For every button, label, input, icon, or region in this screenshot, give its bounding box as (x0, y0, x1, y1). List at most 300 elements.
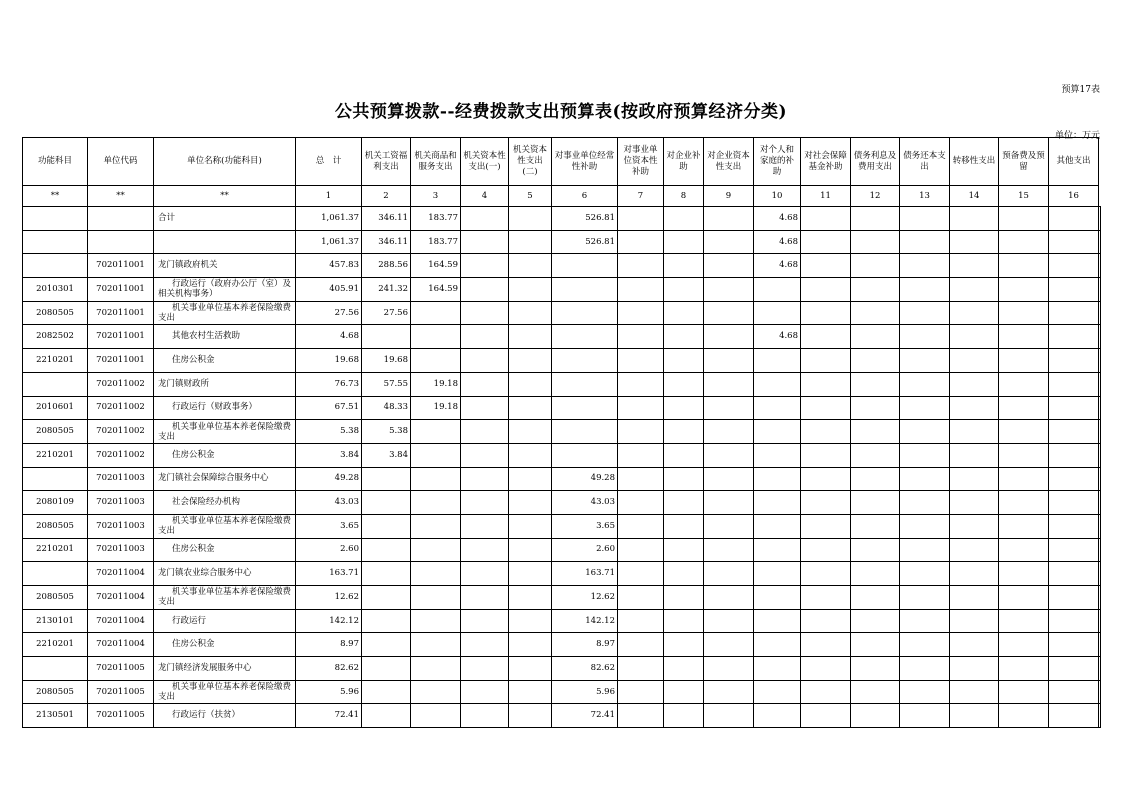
amount-cell (411, 538, 461, 562)
amount-cell (1099, 704, 1101, 728)
table-row (23, 538, 1101, 562)
amount-cell (1099, 230, 1101, 254)
amount-cell (704, 609, 754, 633)
column-index-row (23, 186, 1101, 207)
table-row (23, 325, 1101, 349)
amount-cell (999, 586, 1049, 610)
column-header: 机关商品和服务支出 (411, 138, 461, 186)
column-index: 9 (704, 186, 754, 207)
amount-cell (509, 420, 552, 444)
amount-cell (900, 396, 950, 420)
amount-cell (362, 538, 411, 562)
amount-cell (411, 586, 461, 610)
amount-cell (900, 325, 950, 349)
amount-cell (704, 704, 754, 728)
amount-cell (950, 230, 999, 254)
function-code-cell: 2210201 (23, 443, 88, 467)
amount-cell: 526.81 (552, 230, 618, 254)
amount-cell: 48.33 (362, 396, 411, 420)
amount-cell (461, 704, 509, 728)
column-header: 对企业资本性支出 (704, 138, 754, 186)
function-code-cell (23, 657, 88, 681)
column-header: 债务利息及费用支出 (851, 138, 900, 186)
amount-cell (1049, 230, 1099, 254)
amount-cell: 142.12 (296, 609, 362, 633)
amount-cell (999, 633, 1049, 657)
amount-cell (461, 301, 509, 325)
unit-code-cell: 702011004 (88, 633, 154, 657)
table-row (23, 349, 1101, 373)
amount-cell: 405.91 (296, 278, 362, 302)
amount-cell (461, 230, 509, 254)
amount-cell: 8.97 (296, 633, 362, 657)
amount-cell: 163.71 (296, 562, 362, 586)
amount-cell: 5.96 (296, 680, 362, 704)
amount-cell (754, 396, 801, 420)
amount-cell (664, 704, 704, 728)
function-code-cell: 2082502 (23, 325, 88, 349)
amount-cell (618, 680, 664, 704)
amount-cell (552, 396, 618, 420)
amount-cell (1049, 325, 1099, 349)
amount-cell (461, 562, 509, 586)
amount-cell: 3.65 (552, 514, 618, 538)
amount-cell: 288.56 (362, 254, 411, 278)
amount-cell (1099, 491, 1101, 515)
amount-cell (411, 443, 461, 467)
amount-cell (950, 704, 999, 728)
function-code-cell: 2210201 (23, 349, 88, 373)
amount-cell (851, 207, 900, 231)
amount-cell (851, 633, 900, 657)
amount-cell: 1,061.37 (296, 207, 362, 231)
amount-cell (362, 491, 411, 515)
table-row (23, 372, 1101, 396)
amount-cell: 241.32 (362, 278, 411, 302)
amount-cell: 4.68 (754, 230, 801, 254)
amount-cell: 457.83 (296, 254, 362, 278)
amount-cell (411, 562, 461, 586)
amount-cell (950, 538, 999, 562)
table-row (23, 396, 1101, 420)
amount-cell (851, 278, 900, 302)
amount-cell (664, 278, 704, 302)
amount-cell: 526.81 (552, 207, 618, 231)
amount-cell (900, 657, 950, 681)
amount-cell (461, 372, 509, 396)
amount-cell: 72.41 (296, 704, 362, 728)
amount-cell (950, 680, 999, 704)
unit-name-cell: 行政运行（政府办公厅（室）及相关机构事务） (154, 278, 296, 302)
amount-cell (362, 562, 411, 586)
column-index: 13 (900, 186, 950, 207)
amount-cell (851, 443, 900, 467)
amount-cell (900, 538, 950, 562)
amount-cell (900, 704, 950, 728)
column-index: 7 (618, 186, 664, 207)
amount-cell (801, 680, 851, 704)
column-header: 对个人和家庭的补助 (754, 138, 801, 186)
amount-cell (461, 278, 509, 302)
amount-cell (999, 538, 1049, 562)
unit-code-cell: 702011001 (88, 325, 154, 349)
column-index: ** (154, 186, 296, 207)
unit-name-cell: 龙门镇政府机关 (154, 254, 296, 278)
amount-cell (1049, 680, 1099, 704)
amount-cell (1049, 514, 1099, 538)
amount-cell (900, 633, 950, 657)
amount-cell (552, 372, 618, 396)
column-header: 其他支出 (1049, 138, 1099, 186)
amount-cell (1049, 207, 1099, 231)
amount-cell (618, 704, 664, 728)
amount-cell (900, 491, 950, 515)
amount-cell: 76.73 (296, 372, 362, 396)
column-index: 8 (664, 186, 704, 207)
amount-cell (552, 325, 618, 349)
amount-cell (1099, 301, 1101, 325)
unit-code-cell: 702011001 (88, 301, 154, 325)
amount-cell: 346.11 (362, 230, 411, 254)
amount-cell (509, 491, 552, 515)
amount-cell: 67.51 (296, 396, 362, 420)
amount-cell (362, 609, 411, 633)
amount-cell: 43.03 (296, 491, 362, 515)
amount-cell (1099, 562, 1101, 586)
function-code-cell: 2010601 (23, 396, 88, 420)
amount-cell (851, 230, 900, 254)
amount-cell (754, 278, 801, 302)
amount-cell (754, 609, 801, 633)
amount-cell (1099, 325, 1101, 349)
amount-cell (1049, 704, 1099, 728)
amount-cell (552, 278, 618, 302)
amount-cell (509, 443, 552, 467)
amount-cell (851, 301, 900, 325)
amount-cell: 27.56 (362, 301, 411, 325)
unit-code-cell: 702011002 (88, 443, 154, 467)
unit-code-cell: 702011004 (88, 562, 154, 586)
amount-cell (950, 420, 999, 444)
column-index: 1 (296, 186, 362, 207)
amount-cell (1099, 609, 1101, 633)
amount-cell (950, 301, 999, 325)
function-code-cell (23, 230, 88, 254)
amount-cell (362, 633, 411, 657)
amount-cell (704, 396, 754, 420)
amount-cell (851, 538, 900, 562)
table-body (23, 207, 1101, 728)
table-row (23, 254, 1101, 278)
column-header: 功能科目 (23, 138, 88, 186)
amount-cell (1099, 396, 1101, 420)
amount-cell (704, 443, 754, 467)
amount-cell (754, 372, 801, 396)
amount-cell (1099, 207, 1101, 231)
amount-cell (1099, 372, 1101, 396)
function-code-cell (23, 254, 88, 278)
amount-cell (411, 680, 461, 704)
amount-cell (509, 207, 552, 231)
amount-cell (509, 514, 552, 538)
amount-cell (801, 278, 851, 302)
amount-cell (900, 372, 950, 396)
amount-cell (801, 633, 851, 657)
unit-code-cell: 702011004 (88, 586, 154, 610)
unit-name-cell: 机关事业单位基本养老保险缴费支出 (154, 586, 296, 610)
function-code-cell (23, 372, 88, 396)
function-code-cell: 2130101 (23, 609, 88, 633)
table-row (23, 586, 1101, 610)
column-index: 14 (950, 186, 999, 207)
amount-cell (950, 514, 999, 538)
unit-code-cell: 702011002 (88, 372, 154, 396)
amount-cell (509, 467, 552, 491)
unit-code-cell: 702011002 (88, 396, 154, 420)
amount-cell (704, 467, 754, 491)
amount-cell (664, 230, 704, 254)
amount-cell (509, 538, 552, 562)
column-header: 转移性支出 (950, 138, 999, 186)
amount-cell: 183.77 (411, 230, 461, 254)
column-index: 4 (461, 186, 509, 207)
amount-cell (704, 230, 754, 254)
amount-cell: 164.59 (411, 254, 461, 278)
amount-cell (509, 254, 552, 278)
amount-cell (754, 491, 801, 515)
amount-cell (664, 491, 704, 515)
amount-cell: 27.56 (296, 301, 362, 325)
amount-cell (552, 301, 618, 325)
amount-cell (999, 301, 1049, 325)
amount-cell: 19.68 (296, 349, 362, 373)
amount-cell (461, 443, 509, 467)
amount-cell: 2.60 (296, 538, 362, 562)
amount-cell (1099, 657, 1101, 681)
amount-cell (999, 278, 1049, 302)
unit-code-cell (88, 230, 154, 254)
amount-cell (618, 349, 664, 373)
amount-cell (362, 514, 411, 538)
function-code-cell: 2080505 (23, 586, 88, 610)
amount-cell (900, 562, 950, 586)
amount-cell (754, 680, 801, 704)
amount-cell (704, 254, 754, 278)
unit-name-cell: 龙门镇经济发展服务中心 (154, 657, 296, 681)
function-code-cell: 2210201 (23, 538, 88, 562)
column-header: 机关资本性支出(二) (509, 138, 552, 186)
amount-cell (461, 538, 509, 562)
amount-cell: 163.71 (552, 562, 618, 586)
amount-cell (950, 349, 999, 373)
amount-cell: 19.18 (411, 396, 461, 420)
amount-cell (950, 207, 999, 231)
amount-cell (999, 443, 1049, 467)
amount-cell (664, 207, 704, 231)
amount-cell: 4.68 (296, 325, 362, 349)
column-index: 5 (509, 186, 552, 207)
amount-cell (664, 467, 704, 491)
amount-cell (411, 491, 461, 515)
amount-cell (461, 609, 509, 633)
amount-cell (754, 349, 801, 373)
amount-cell (801, 704, 851, 728)
unit-name-cell: 行政运行（财政事务） (154, 396, 296, 420)
unit-name-cell: 龙门镇农业综合服务中心 (154, 562, 296, 586)
amount-cell (801, 443, 851, 467)
amount-cell (664, 254, 704, 278)
amount-cell (461, 633, 509, 657)
unit-code-cell: 702011003 (88, 538, 154, 562)
amount-cell (999, 349, 1049, 373)
column-index: 15 (999, 186, 1049, 207)
amount-cell: 43.03 (552, 491, 618, 515)
amount-cell (509, 230, 552, 254)
amount-cell (664, 586, 704, 610)
function-code-cell: 2080505 (23, 680, 88, 704)
amount-cell: 19.68 (362, 349, 411, 373)
amount-cell (1049, 562, 1099, 586)
amount-cell: 3.65 (296, 514, 362, 538)
amount-cell (1099, 349, 1101, 373)
column-header: 对事业单位资本性补助 (618, 138, 664, 186)
unit-code-cell: 702011003 (88, 491, 154, 515)
amount-cell (801, 230, 851, 254)
amount-cell (461, 325, 509, 349)
amount-cell (1049, 538, 1099, 562)
amount-cell (411, 349, 461, 373)
amount-cell (704, 633, 754, 657)
amount-cell (664, 325, 704, 349)
amount-cell (1049, 586, 1099, 610)
amount-cell (999, 491, 1049, 515)
amount-cell (999, 372, 1049, 396)
amount-cell: 49.28 (296, 467, 362, 491)
amount-cell (704, 680, 754, 704)
unit-name-cell: 住房公积金 (154, 538, 296, 562)
amount-cell (1099, 420, 1101, 444)
amount-cell (704, 325, 754, 349)
unit-name-cell: 住房公积金 (154, 349, 296, 373)
amount-cell (362, 704, 411, 728)
amount-cell (1099, 514, 1101, 538)
table-row (23, 704, 1101, 728)
unit-label: 单位：万元 (1054, 131, 1100, 141)
unit-code-cell: 702011001 (88, 349, 154, 373)
amount-cell (461, 349, 509, 373)
amount-cell (754, 443, 801, 467)
unit-name-cell: 其他农村生活救助 (154, 325, 296, 349)
amount-cell: 2.60 (552, 538, 618, 562)
amount-cell (411, 467, 461, 491)
amount-cell: 82.62 (296, 657, 362, 681)
function-code-cell: 2080505 (23, 301, 88, 325)
amount-cell (950, 633, 999, 657)
amount-cell (618, 301, 664, 325)
amount-cell (362, 467, 411, 491)
table-row (23, 230, 1101, 254)
column-header: 总 计 (296, 138, 362, 186)
amount-cell: 4.68 (754, 254, 801, 278)
amount-cell: 49.28 (552, 467, 618, 491)
amount-cell (999, 467, 1049, 491)
amount-cell (618, 586, 664, 610)
unit-code-cell: 702011001 (88, 254, 154, 278)
amount-cell (851, 420, 900, 444)
amount-cell (900, 207, 950, 231)
amount-cell (801, 491, 851, 515)
column-header: 对事业单位经常性补助 (552, 138, 618, 186)
amount-cell (664, 562, 704, 586)
amount-cell (1049, 657, 1099, 681)
amount-cell (900, 443, 950, 467)
amount-cell: 5.38 (296, 420, 362, 444)
amount-cell (618, 420, 664, 444)
amount-cell (362, 680, 411, 704)
table-row (23, 514, 1101, 538)
function-code-cell (23, 467, 88, 491)
amount-cell (754, 514, 801, 538)
amount-cell (704, 349, 754, 373)
column-index: 16 (1049, 186, 1099, 207)
amount-cell (509, 301, 552, 325)
column-index: 6 (552, 186, 618, 207)
amount-cell (664, 372, 704, 396)
amount-cell (411, 420, 461, 444)
amount-cell (1049, 420, 1099, 444)
amount-cell: 4.68 (754, 207, 801, 231)
amount-cell (950, 254, 999, 278)
amount-cell (900, 420, 950, 444)
amount-cell (900, 254, 950, 278)
amount-cell (950, 491, 999, 515)
amount-cell (851, 609, 900, 633)
amount-cell (362, 325, 411, 349)
amount-cell (950, 278, 999, 302)
amount-cell (801, 467, 851, 491)
amount-cell (1099, 467, 1101, 491)
amount-cell: 1,061.37 (296, 230, 362, 254)
amount-cell (461, 467, 509, 491)
amount-cell (999, 657, 1049, 681)
amount-cell (801, 609, 851, 633)
unit-name-cell: 行政运行 (154, 609, 296, 633)
amount-cell (1099, 278, 1101, 302)
column-index: ** (23, 186, 88, 207)
amount-cell (801, 396, 851, 420)
amount-cell (900, 349, 950, 373)
form-number: 预算17表 (1061, 85, 1100, 95)
amount-cell (1049, 467, 1099, 491)
amount-cell (509, 325, 552, 349)
amount-cell (1049, 491, 1099, 515)
amount-cell (801, 514, 851, 538)
amount-cell (1099, 633, 1101, 657)
amount-cell (754, 301, 801, 325)
unit-name-cell: 龙门镇财政所 (154, 372, 296, 396)
column-index: 2 (362, 186, 411, 207)
amount-cell (999, 230, 1049, 254)
table-row (23, 207, 1101, 231)
amount-cell (704, 562, 754, 586)
amount-cell (618, 657, 664, 681)
amount-cell (362, 657, 411, 681)
function-code-cell: 2010301 (23, 278, 88, 302)
amount-cell (754, 586, 801, 610)
amount-cell (509, 704, 552, 728)
amount-cell (754, 704, 801, 728)
amount-cell (851, 349, 900, 373)
